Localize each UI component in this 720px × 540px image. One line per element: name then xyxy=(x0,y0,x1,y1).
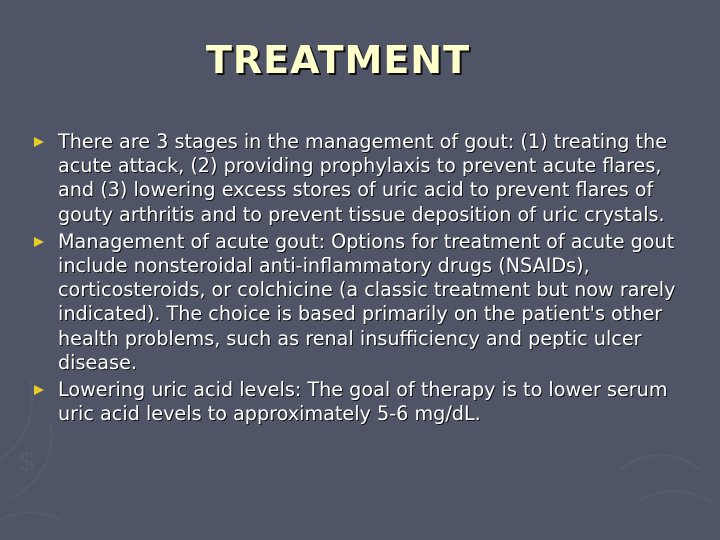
triangle-bullet-icon xyxy=(34,385,44,395)
triangle-bullet-icon xyxy=(34,237,44,247)
bullet-item xyxy=(34,378,694,426)
bullet-item xyxy=(34,230,694,375)
bullet-text: There are 3 stages in the management of gout: (1) treating the acute attack, (2) providing prophylaxis to prevent acute flares, and (3) lowering excess stores of uric acid to prevent flares of gouty arthritis and to prevent tissue deposition of uric crystals. xyxy=(58,130,668,226)
bullet-text: Management of acute gout: Options for treatment of acute gout include nonsteroidal anti-inflammatory drugs (NSAIDs), corticosteroids, or colchicine (a classic treatment but now rarely indicated). The choice is based primarily on the patient's other health problems, such as renal insufficiency and peptic ulcer disease. xyxy=(58,229,676,374)
bullet-item xyxy=(34,130,694,227)
svg-text:$: $ xyxy=(18,444,36,477)
slide-title: TREATMENT xyxy=(206,38,471,82)
bullet-text: Lowering uric acid levels: The goal of therapy is to lower serum uric acid levels to approximately 5-6 mg/dL. xyxy=(58,378,668,426)
triangle-bullet-icon xyxy=(34,137,44,147)
bullet-list xyxy=(34,130,694,429)
